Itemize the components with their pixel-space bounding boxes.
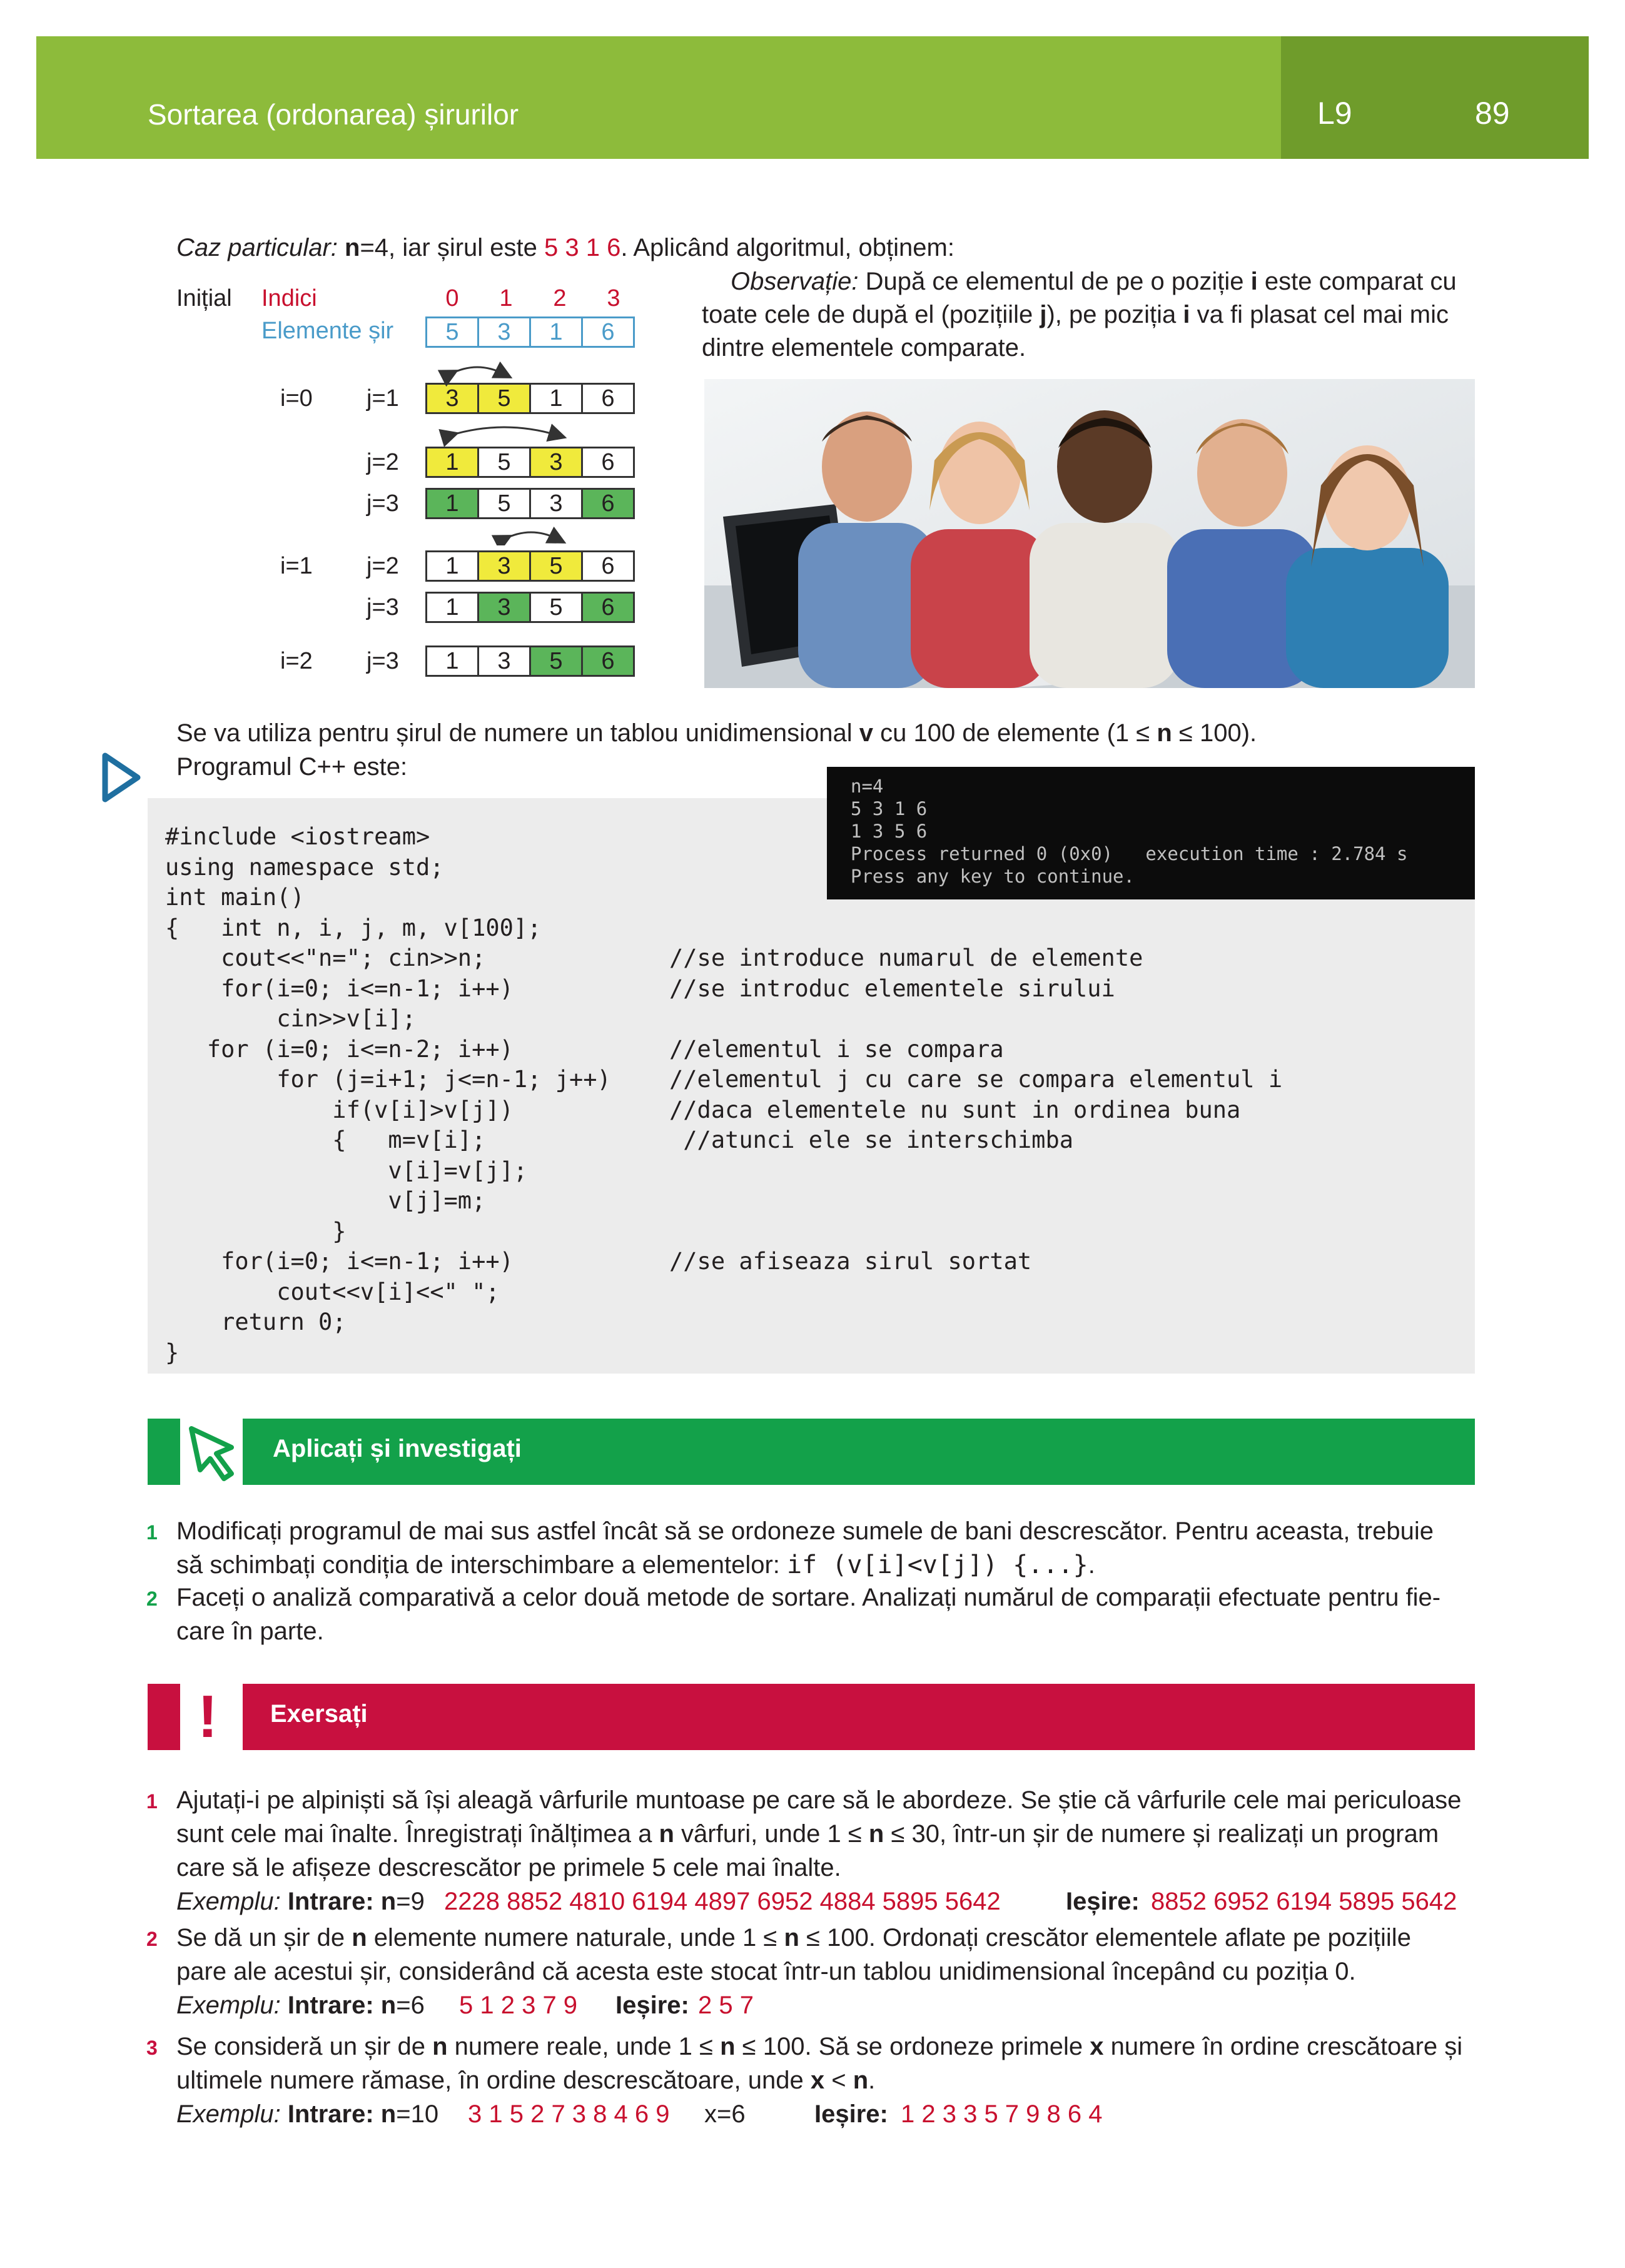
- input-label: Intrare:: [280, 1888, 381, 1915]
- console-line: 5 3 1 6: [851, 798, 928, 819]
- program-intro-text: cu 100 de elemente (1 ≤: [873, 719, 1157, 747]
- apply-item-1-line-2: [176, 1549, 1095, 1582]
- exercise-3-example: [176, 2098, 438, 2131]
- observation-line-3: dintre elementele comparate.: [702, 334, 1026, 362]
- code-line: cin>>v[i];: [165, 1005, 416, 1032]
- exercise-2-input-values: 5 1 2 3 7 9: [459, 1992, 578, 2019]
- example-var-n: n: [380, 1992, 397, 2019]
- diagram-cell: 5: [529, 645, 583, 677]
- code-line: }: [165, 1339, 180, 1366]
- exercise-1-var-n: n: [868, 1820, 884, 1848]
- play-marker-icon: [100, 751, 144, 804]
- code-line: cout<<"n="; cin>>n;: [165, 944, 486, 971]
- exercise-1-example: [176, 1885, 425, 1918]
- diagram-cell: 1: [425, 645, 479, 677]
- observation-line-1: [731, 265, 1457, 298]
- diagram-cell: 6: [581, 383, 635, 414]
- observation-var-j: j: [1040, 301, 1047, 328]
- exercise-3-input-values: 3 1 5 2 7 3 8 4 6 9: [468, 2100, 670, 2128]
- diagram-j-label: j=3: [367, 490, 399, 517]
- code-line: for(i=0; i<=n-1; i++): [165, 1248, 514, 1275]
- code-line: }: [165, 1217, 347, 1245]
- diagram-initial-cell: 5: [425, 316, 479, 348]
- observation-var-i: i: [1250, 268, 1258, 295]
- example-n-value: =6: [396, 1992, 425, 2019]
- exercise-banner-title: Exersați: [270, 1700, 368, 1728]
- exercise-2-text: Se dă un șir de: [176, 1924, 352, 1952]
- exercise-3-var-n: n: [720, 2033, 736, 2060]
- exercise-3-x-value: x=6: [704, 2100, 746, 2128]
- exercise-banner-tab: [148, 1684, 180, 1750]
- diagram-index: 2: [553, 285, 567, 311]
- example-var-n: n: [380, 1888, 397, 1915]
- code-line: if(v[i]>v[j]): [165, 1096, 514, 1123]
- diagram-index: 0: [445, 285, 459, 311]
- diagram-cell: 6: [581, 592, 635, 623]
- example-var-n: n: [380, 2100, 397, 2128]
- observation-var-i: i: [1183, 301, 1190, 328]
- diagram-cell: 3: [529, 488, 583, 519]
- observation-text: După ce elementul de pe o poziție: [858, 268, 1251, 295]
- diagram-initial-label: Inițial: [176, 285, 232, 311]
- code-line: #include <iostream>: [165, 823, 430, 850]
- intro-tail: . Aplicând algoritmul, obținem:: [620, 234, 954, 261]
- apply-banner-tab: [148, 1419, 180, 1485]
- diagram-cell: 5: [529, 550, 583, 582]
- apply-item-1-line-1: Modificați programul de mai sus astfel încât să se ordoneze sumele de bani descrescător. Pentru aceasta, trebuie: [176, 1517, 1434, 1545]
- diagram-cell: 1: [425, 488, 479, 519]
- exercise-3-text: numere în ordine crescătoare și: [1103, 2033, 1463, 2060]
- example-n-value: =9: [396, 1888, 425, 1915]
- diagram-j-label: j=3: [367, 648, 399, 674]
- diagram-initial-cell: 6: [581, 316, 635, 348]
- diagram-initial-cell: 1: [529, 316, 583, 348]
- exercise-banner: [243, 1684, 1475, 1750]
- diagram-initial-cell: 3: [477, 316, 531, 348]
- diagram-index: 3: [607, 285, 620, 311]
- diagram-indices-label: Indici: [261, 285, 317, 311]
- input-label: Intrare:: [280, 2100, 381, 2128]
- observation-label: Observație:: [731, 268, 859, 295]
- diagram-cell: 3: [529, 447, 583, 478]
- console-line: Press any key to continue.: [851, 866, 1135, 887]
- exercise-1-output-values: 8852 6952 6194 5895 5642: [1151, 1888, 1457, 1915]
- exercise-1-text: ≤ 30, într-un șir de numere și realizați un program: [884, 1820, 1439, 1848]
- lesson-number: L9: [1317, 96, 1352, 131]
- diagram-cell: 5: [477, 383, 531, 414]
- intro-text: =4, iar șirul este: [360, 234, 545, 261]
- students-photo: [704, 379, 1475, 688]
- console-line: 1 3 5 6: [851, 821, 928, 842]
- diagram-cell: 6: [581, 488, 635, 519]
- program-intro-var-n: n: [1157, 719, 1172, 747]
- exercise-2-line-1: [176, 1921, 1411, 1955]
- observation-text: este comparat cu: [1257, 268, 1457, 295]
- exercise-2-line-2: pare ale acestui șir, considerând că acesta este stocat într-un tablou unidimensional începând cu poziția 0.: [176, 1958, 1356, 1985]
- code-line: int main(): [165, 884, 305, 911]
- console-line: n=4: [851, 776, 884, 797]
- diagram-j-label: j=2: [367, 553, 399, 579]
- exercise-3-text: Se consideră un șir de: [176, 2033, 433, 2060]
- code-comment: //daca elementele nu sunt in ordinea buna: [669, 1096, 1241, 1123]
- diagram-index: 1: [499, 285, 513, 311]
- apply-item-1-number: 1: [146, 1521, 158, 1544]
- example-label: Exemplu:: [176, 2100, 281, 2128]
- diagram-j-label: j=3: [367, 594, 399, 620]
- diagram-i-label: i=2: [280, 648, 313, 674]
- code-comment: //elementul i se compara: [669, 1035, 1004, 1063]
- code-line: for (i=0; i<=n-2; i++): [165, 1035, 514, 1063]
- page-header-title: Sortarea (ordonarea) șirurilor: [148, 98, 519, 131]
- apply-item-2-number: 2: [146, 1587, 158, 1610]
- program-intro-text: ≤ 100).: [1172, 719, 1257, 747]
- exercise-3-var-x: x: [1090, 2033, 1104, 2060]
- intro-sequence: 5 3 1 6: [544, 234, 621, 261]
- exercise-3-text: ultimele numere rămase, în ordine descrescătoare, unde: [176, 2067, 811, 2094]
- exercise-2-text: ≤ 100. Ordonați crescător elementele aflate pe pozițiile: [799, 1924, 1411, 1952]
- exercise-3-text: numere reale, unde 1 ≤: [447, 2033, 721, 2060]
- code-line: using namespace std;: [165, 853, 444, 881]
- example-label: Exemplu:: [176, 1992, 281, 2019]
- diagram-cell: 1: [425, 447, 479, 478]
- code-line: { int n, i, j, m, v[100];: [165, 914, 542, 941]
- exercise-1-number: 1: [146, 1790, 158, 1813]
- program-intro-line-1: [176, 717, 1257, 750]
- exercise-3-line-2: [176, 2064, 875, 2097]
- diagram-cell: 5: [477, 488, 531, 519]
- diagram-i-label: i=0: [280, 385, 313, 412]
- observation-line-2: [702, 298, 1449, 332]
- exercise-3-output-label: Ieșire:: [814, 2100, 888, 2128]
- exercise-3-text: .: [868, 2067, 876, 2094]
- exercise-2-output-label: Ieșire:: [615, 1992, 689, 2019]
- apply-item-1-code: if (v[i]<v[j]) {...}: [787, 1551, 1088, 1579]
- diagram-cell: 3: [477, 592, 531, 623]
- diagram-cell: 5: [477, 447, 531, 478]
- exercise-3-text: <: [824, 2067, 853, 2094]
- exercise-1-line-2: [176, 1818, 1439, 1851]
- exclamation-icon: !: [198, 1683, 218, 1750]
- code-line: cout<<v[i]<<" ";: [165, 1278, 500, 1305]
- diagram-j-label: j=2: [367, 449, 399, 475]
- example-label: Exemplu:: [176, 1888, 281, 1915]
- exercise-3-number: 3: [146, 2037, 158, 2059]
- exercise-3-var-x: x: [810, 2067, 825, 2094]
- diagram-cell: 1: [425, 550, 479, 582]
- exercise-2-output-values: 2 5 7: [698, 1992, 754, 2019]
- observation-text: va fi plasat cel mai mic: [1190, 301, 1449, 328]
- program-intro-line-2: Programul C++ este:: [176, 753, 408, 781]
- exercise-2-example: [176, 1989, 425, 2022]
- exercise-1-var-n: n: [659, 1820, 674, 1848]
- exercise-3-var-n: n: [432, 2033, 448, 2060]
- exercise-2-text: elemente numere naturale, unde 1 ≤: [367, 1924, 784, 1952]
- code-comment: //se introduc elementele sirului: [669, 975, 1115, 1002]
- input-label: Intrare:: [280, 1992, 381, 2019]
- code-line: { m=v[i];: [165, 1126, 486, 1153]
- exercise-1-input-values: 2228 8852 4810 6194 4897 6952 4884 5895 5642: [444, 1888, 1001, 1915]
- exercise-2-number: 2: [146, 1928, 158, 1950]
- diagram-elements-label: Elemente șir: [261, 318, 394, 344]
- diagram-cell: 5: [529, 592, 583, 623]
- console-output: [827, 767, 1475, 899]
- code-line: for(i=0; i<=n-1; i++): [165, 975, 514, 1002]
- exercise-1-line-3: care să le afișeze descrescător pe primele 5 cele mai înalte.: [176, 1854, 841, 1881]
- program-intro-text: Se va utiliza pentru șirul de numere un tablou unidimensional: [176, 719, 859, 747]
- swap-arrow-icon: [479, 520, 604, 545]
- observation-text: ), pe poziția: [1046, 301, 1183, 328]
- diagram-cell: 3: [477, 550, 531, 582]
- diagram-j-label: j=1: [367, 385, 399, 412]
- apply-item-2-line-1: Faceți o analiză comparativă a celor două metode de sortare. Analizați numărul de comparații efectuate pentru fie-: [176, 1584, 1441, 1611]
- code-line: v[j]=m;: [165, 1187, 486, 1214]
- exercise-1-line-1: Ajutați-i pe alpiniști să își aleagă vârfurile muntoase pe care să le abordeze. Se știe că vârfurile cele mai periculoase: [176, 1786, 1462, 1814]
- example-n-value: =10: [396, 2100, 439, 2128]
- code-comment: //se introduce numarul de elemente: [669, 944, 1143, 971]
- console-line: Process returned 0 (0x0) execution time : 2.784 s: [851, 843, 1408, 864]
- apply-item-2-line-2: care în parte.: [176, 1617, 324, 1645]
- exercise-3-output-values: 1 2 3 3 5 7 9 8 6 4: [901, 2100, 1103, 2128]
- diagram-cell: 3: [425, 383, 479, 414]
- code-comment: //atunci ele se interschimba: [669, 1126, 1074, 1153]
- diagram-i-label: i=1: [280, 553, 313, 579]
- n-var: n: [345, 234, 360, 261]
- exercise-3-text: ≤ 100. Să se ordoneze primele: [735, 2033, 1090, 2060]
- code-comment: //elementul j cu care se compara elementul i: [669, 1066, 1283, 1093]
- exercise-2-var-n: n: [784, 1924, 799, 1952]
- program-intro-var-v: v: [859, 719, 874, 747]
- exercise-1-text: sunt cele mai înalte. Înregistrați înălțimea a: [176, 1820, 659, 1848]
- case-label: Caz particular:: [176, 234, 338, 261]
- exercise-2-var-n: n: [352, 1924, 367, 1952]
- cursor-arrow-icon: [183, 1420, 243, 1485]
- diagram-cell: 6: [581, 550, 635, 582]
- diagram-cell: 6: [581, 645, 635, 677]
- intro-line: [176, 231, 954, 265]
- code-line: for (j=i+1; j<=n-1; j++): [165, 1066, 611, 1093]
- diagram-cell: 6: [581, 447, 635, 478]
- diagram-cell: 1: [529, 383, 583, 414]
- diagram-cell: 3: [477, 645, 531, 677]
- apply-item-1-text: să schimbați condiția de interschimbare a elementelor:: [176, 1551, 787, 1579]
- diagram-cell: 1: [425, 592, 479, 623]
- exercise-3-var-n: n: [853, 2067, 869, 2094]
- code-line: return 0;: [165, 1309, 347, 1335]
- code-line: v[i]=v[j];: [165, 1157, 528, 1184]
- apply-item-1-text: .: [1088, 1551, 1095, 1579]
- exercise-1-output-label: Ieșire:: [1066, 1888, 1140, 1915]
- apply-banner-title: Aplicați și investigați: [273, 1435, 522, 1462]
- exercise-1-text: vârfuri, unde 1 ≤: [674, 1820, 869, 1848]
- observation-text: toate cele de după el (pozițiile: [702, 301, 1040, 328]
- exercise-3-line-1: [176, 2030, 1462, 2063]
- page-number: 89: [1475, 96, 1510, 131]
- code-comment: //se afiseaza sirul sortat: [669, 1248, 1032, 1275]
